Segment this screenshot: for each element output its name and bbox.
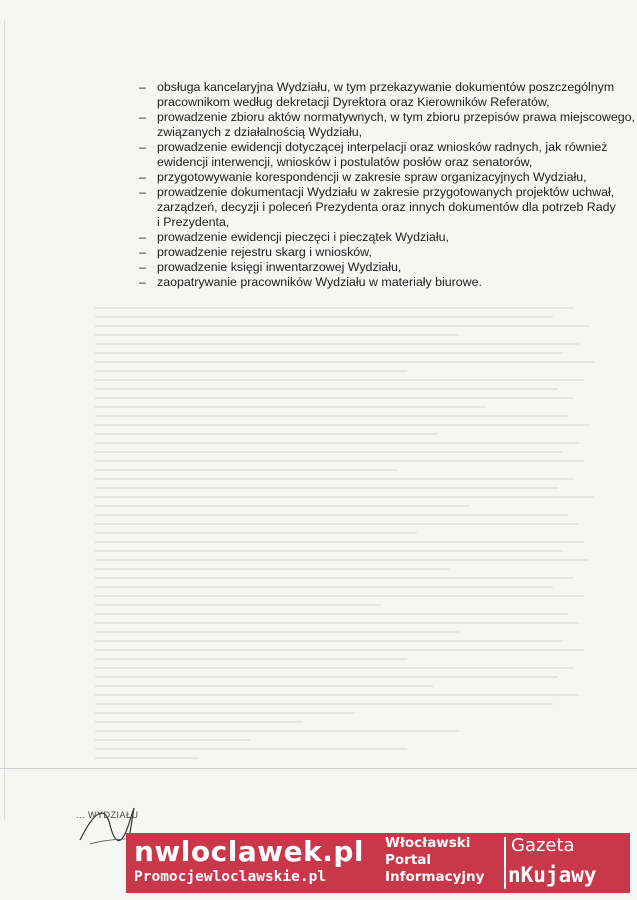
list-item [139,170,587,185]
list-item-line: przygotowywanie korespondencji w zakresie spraw organizacyjnych Wydziału, [157,170,587,184]
department-stamp: ... WYDZIAŁU [76,810,139,820]
list-item-line: i Prezydenta, [157,215,230,229]
list-dash: – [139,245,146,259]
list-item [139,110,635,140]
list-dash: – [139,230,146,244]
banner-site-name: nwloclawek.pl [134,835,364,868]
banner-portal-line: Informacyjny [385,869,485,885]
list-dash: – [139,275,146,289]
list-item-line: prowadzenie ewidencji dotyczącej interpelacji oraz wniosków radnych, jak również [157,140,608,154]
list-item [139,80,615,110]
list-item-line: związanych z działalnością Wydziału, [157,125,363,139]
list-item-line: prowadzenie zbioru aktów normatywnych, w tym zbioru przepisów prawa miejscowego, [157,110,635,124]
list-item-line: pracownikom według dekretacji Dyrektora oraz Kierowników Referatów, [157,95,550,109]
watermark-banner [126,833,630,893]
banner-gazeta: Gazeta [511,835,575,856]
list-item [139,185,616,230]
list-item [139,275,559,290]
list-dash: – [139,170,146,184]
list-item-line: prowadzenie ewidencji pieczęci i pieczątek Wydziału, [157,230,449,244]
list-item-line: ewidencji interwencji, wniosków i postulatów posłów oraz senatorów, [157,155,533,169]
list-item [139,140,608,170]
banner-separator [504,837,506,889]
banner-portal-line: Włocławski [385,835,471,851]
list-item-line: zaopatrywanie pracowników Wydziału w materiały biurowe. [157,275,482,289]
list-dash: – [139,110,146,124]
list-item [139,260,559,275]
bleed-through-text [95,300,615,790]
list-item-line: prowadzenie rejestru skarg i wniosków, [157,245,372,259]
list-dash: – [139,260,146,274]
banner-nkujawy: nKujawy [508,863,597,887]
list-item-line: prowadzenie księgi inwentarzowej Wydziału, [157,260,402,274]
list-item [139,230,559,245]
list-dash: – [139,185,146,199]
list-item-line: obsługa kancelaryjna Wydziału, w tym przekazywanie dokumentów poszczególnym [157,80,615,94]
list-item [139,245,559,260]
list-dash: – [139,140,146,154]
list-dash: – [139,80,146,94]
list-item-line: prowadzenie dokumentacji Wydziału w zakresie przygotowanych projektów uchwał, [157,185,615,199]
scan-edge [4,20,5,820]
scan-fold-line [0,768,637,769]
list-item-line: zarządzeń, decyzji i poleceń Prezydenta oraz innych dokumentów dla potrzeb Rady [157,200,616,214]
banner-portal-line: Portal [385,852,432,868]
duties-list [139,80,635,290]
banner-promo-site: Promocjewloclawskie.pl [134,869,327,885]
banner-portal-text [385,835,484,886]
